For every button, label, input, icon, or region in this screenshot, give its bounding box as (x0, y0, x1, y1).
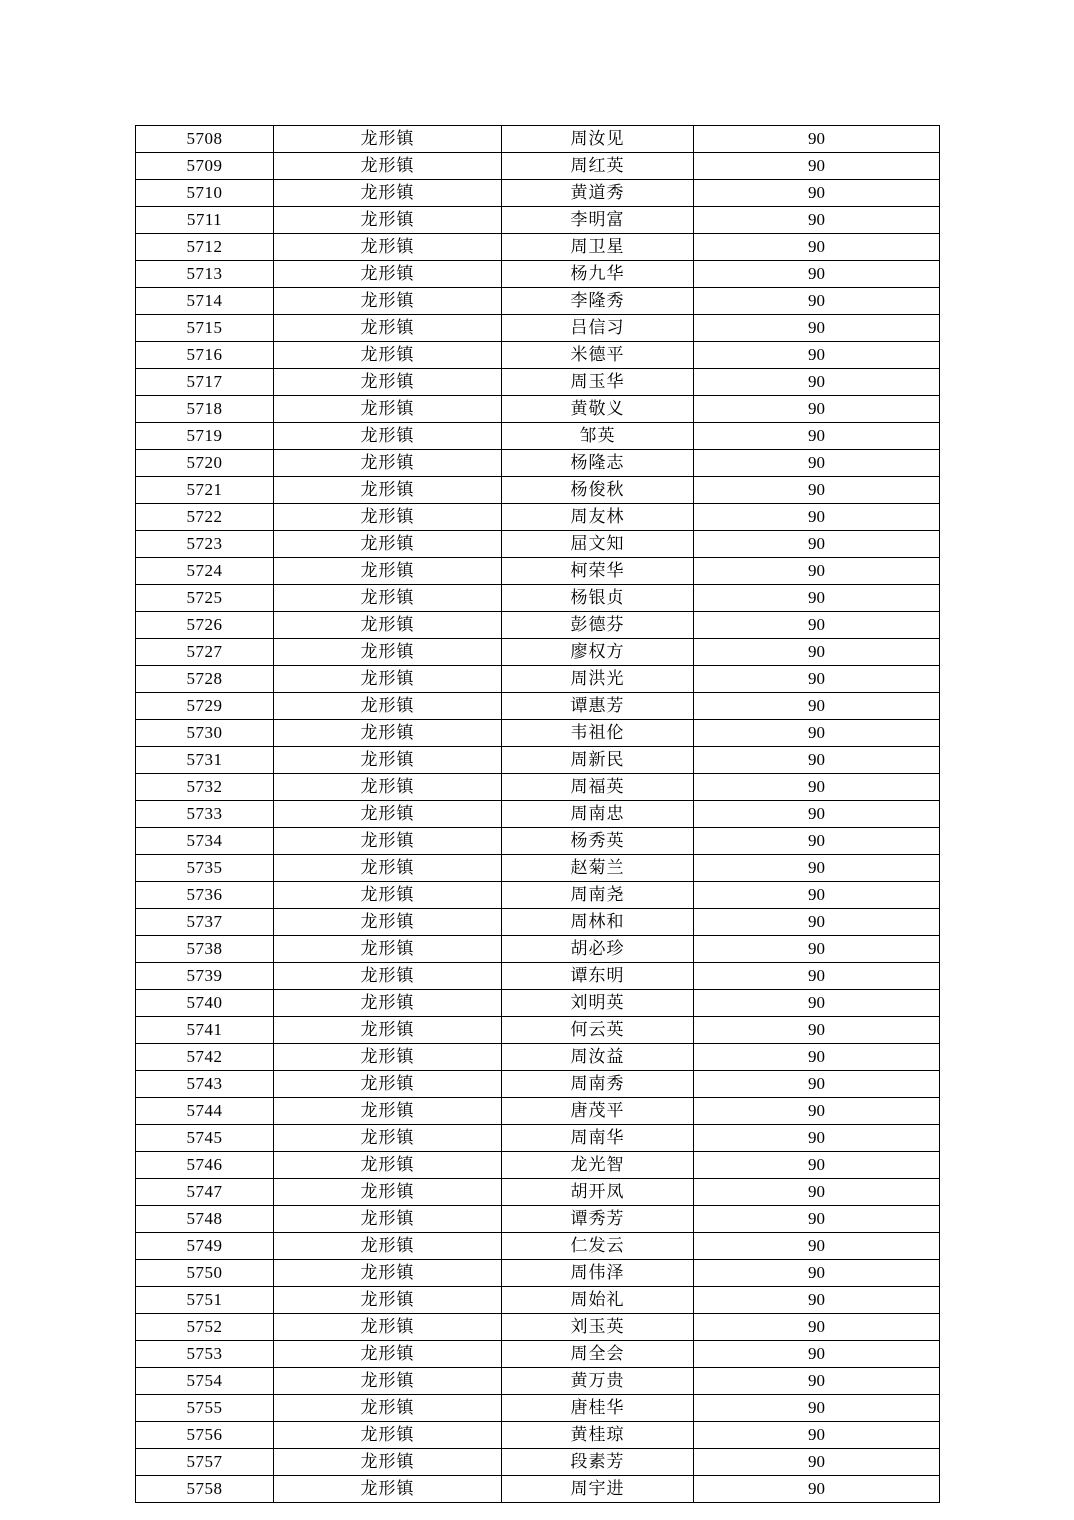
cell-id: 5754 (136, 1368, 274, 1395)
roster-table-body (136, 126, 940, 1503)
cell-id: 5734 (136, 828, 274, 855)
cell-name: 周福英 (502, 774, 694, 801)
cell-id: 5748 (136, 1206, 274, 1233)
cell-id: 5712 (136, 234, 274, 261)
cell-town: 龙形镇 (274, 153, 502, 180)
cell-score: 90 (694, 747, 940, 774)
cell-name: 杨九华 (502, 261, 694, 288)
cell-score: 90 (694, 180, 940, 207)
cell-town: 龙形镇 (274, 342, 502, 369)
cell-town: 龙形镇 (274, 828, 502, 855)
cell-id: 5719 (136, 423, 274, 450)
cell-town: 龙形镇 (274, 882, 502, 909)
table-row (136, 1260, 940, 1287)
table-row (136, 504, 940, 531)
table-row (136, 180, 940, 207)
cell-name: 黄万贵 (502, 1368, 694, 1395)
cell-town: 龙形镇 (274, 558, 502, 585)
cell-id: 5746 (136, 1152, 274, 1179)
cell-town: 龙形镇 (274, 1017, 502, 1044)
cell-score: 90 (694, 639, 940, 666)
cell-score: 90 (694, 450, 940, 477)
cell-score: 90 (694, 1017, 940, 1044)
cell-town: 龙形镇 (274, 126, 502, 153)
table-row (136, 342, 940, 369)
table-row (136, 639, 940, 666)
cell-id: 5723 (136, 531, 274, 558)
table-row (136, 612, 940, 639)
table-row (136, 234, 940, 261)
cell-name: 周伟泽 (502, 1260, 694, 1287)
cell-town: 龙形镇 (274, 585, 502, 612)
cell-town: 龙形镇 (274, 531, 502, 558)
table-row (136, 207, 940, 234)
table-row (136, 1125, 940, 1152)
roster-table-wrapper (135, 125, 939, 1503)
table-row (136, 693, 940, 720)
cell-id: 5713 (136, 261, 274, 288)
cell-score: 90 (694, 585, 940, 612)
cell-town: 龙形镇 (274, 1341, 502, 1368)
cell-town: 龙形镇 (274, 855, 502, 882)
table-row (136, 1341, 940, 1368)
cell-name: 赵菊兰 (502, 855, 694, 882)
cell-name: 谭秀芳 (502, 1206, 694, 1233)
cell-town: 龙形镇 (274, 369, 502, 396)
cell-name: 杨隆志 (502, 450, 694, 477)
cell-id: 5728 (136, 666, 274, 693)
table-row (136, 315, 940, 342)
table-row (136, 1017, 940, 1044)
table-row (136, 369, 940, 396)
cell-score: 90 (694, 1395, 940, 1422)
table-row (136, 1044, 940, 1071)
cell-id: 5727 (136, 639, 274, 666)
cell-id: 5739 (136, 963, 274, 990)
cell-score: 90 (694, 1287, 940, 1314)
table-row (136, 774, 940, 801)
cell-name: 周友林 (502, 504, 694, 531)
table-row (136, 1449, 940, 1476)
cell-id: 5741 (136, 1017, 274, 1044)
cell-town: 龙形镇 (274, 1071, 502, 1098)
cell-id: 5733 (136, 801, 274, 828)
cell-town: 龙形镇 (274, 1422, 502, 1449)
cell-score: 90 (694, 288, 940, 315)
cell-score: 90 (694, 261, 940, 288)
cell-name: 杨俊秋 (502, 477, 694, 504)
cell-id: 5717 (136, 369, 274, 396)
table-row (136, 963, 940, 990)
cell-name: 黄敬义 (502, 396, 694, 423)
cell-id: 5730 (136, 720, 274, 747)
cell-name: 彭德芬 (502, 612, 694, 639)
cell-town: 龙形镇 (274, 315, 502, 342)
cell-score: 90 (694, 963, 940, 990)
cell-id: 5752 (136, 1314, 274, 1341)
cell-name: 唐茂平 (502, 1098, 694, 1125)
table-row (136, 1071, 940, 1098)
cell-id: 5740 (136, 990, 274, 1017)
table-row (136, 261, 940, 288)
cell-score: 90 (694, 666, 940, 693)
cell-town: 龙形镇 (274, 1314, 502, 1341)
table-row (136, 936, 940, 963)
cell-score: 90 (694, 828, 940, 855)
cell-score: 90 (694, 315, 940, 342)
cell-town: 龙形镇 (274, 936, 502, 963)
cell-score: 90 (694, 855, 940, 882)
cell-score: 90 (694, 1422, 940, 1449)
cell-name: 邹英 (502, 423, 694, 450)
cell-score: 90 (694, 1449, 940, 1476)
cell-name: 黄桂琼 (502, 1422, 694, 1449)
table-row (136, 1395, 940, 1422)
cell-id: 5749 (136, 1233, 274, 1260)
cell-name: 韦祖伦 (502, 720, 694, 747)
cell-name: 周洪光 (502, 666, 694, 693)
cell-town: 龙形镇 (274, 1395, 502, 1422)
table-row (136, 126, 940, 153)
table-row (136, 396, 940, 423)
cell-id: 5745 (136, 1125, 274, 1152)
cell-score: 90 (694, 882, 940, 909)
table-row (136, 666, 940, 693)
cell-name: 唐桂华 (502, 1395, 694, 1422)
cell-town: 龙形镇 (274, 1179, 502, 1206)
table-row (136, 585, 940, 612)
cell-name: 胡必珍 (502, 936, 694, 963)
cell-name: 胡开凤 (502, 1179, 694, 1206)
cell-score: 90 (694, 234, 940, 261)
cell-name: 杨秀英 (502, 828, 694, 855)
cell-id: 5737 (136, 909, 274, 936)
table-row (136, 1098, 940, 1125)
cell-name: 龙光智 (502, 1152, 694, 1179)
cell-name: 周南尧 (502, 882, 694, 909)
cell-name: 廖权方 (502, 639, 694, 666)
cell-id: 5750 (136, 1260, 274, 1287)
cell-score: 90 (694, 1314, 940, 1341)
cell-town: 龙形镇 (274, 612, 502, 639)
cell-id: 5731 (136, 747, 274, 774)
cell-name: 周红英 (502, 153, 694, 180)
cell-name: 周始礼 (502, 1287, 694, 1314)
cell-score: 90 (694, 126, 940, 153)
cell-name: 周新民 (502, 747, 694, 774)
cell-id: 5722 (136, 504, 274, 531)
cell-score: 90 (694, 1206, 940, 1233)
cell-id: 5709 (136, 153, 274, 180)
table-row (136, 855, 940, 882)
cell-name: 周林和 (502, 909, 694, 936)
cell-id: 5744 (136, 1098, 274, 1125)
cell-score: 90 (694, 909, 940, 936)
cell-town: 龙形镇 (274, 1098, 502, 1125)
cell-name: 何云英 (502, 1017, 694, 1044)
cell-id: 5721 (136, 477, 274, 504)
cell-id: 5726 (136, 612, 274, 639)
table-row (136, 1476, 940, 1503)
cell-score: 90 (694, 720, 940, 747)
table-row (136, 720, 940, 747)
cell-name: 吕信习 (502, 315, 694, 342)
cell-score: 90 (694, 1260, 940, 1287)
table-row (136, 558, 940, 585)
cell-score: 90 (694, 1044, 940, 1071)
cell-town: 龙形镇 (274, 1125, 502, 1152)
cell-town: 龙形镇 (274, 288, 502, 315)
table-row (136, 1152, 940, 1179)
cell-town: 龙形镇 (274, 1287, 502, 1314)
cell-id: 5736 (136, 882, 274, 909)
table-row (136, 1368, 940, 1395)
cell-id: 5756 (136, 1422, 274, 1449)
cell-name: 李隆秀 (502, 288, 694, 315)
table-row (136, 450, 940, 477)
cell-name: 周汝益 (502, 1044, 694, 1071)
cell-name: 刘明英 (502, 990, 694, 1017)
cell-score: 90 (694, 477, 940, 504)
cell-id: 5755 (136, 1395, 274, 1422)
table-row (136, 1287, 940, 1314)
cell-id: 5747 (136, 1179, 274, 1206)
table-row (136, 1206, 940, 1233)
table-row (136, 747, 940, 774)
cell-town: 龙形镇 (274, 720, 502, 747)
cell-town: 龙形镇 (274, 477, 502, 504)
cell-town: 龙形镇 (274, 1368, 502, 1395)
table-row (136, 477, 940, 504)
cell-id: 5738 (136, 936, 274, 963)
cell-id: 5758 (136, 1476, 274, 1503)
table-row (136, 423, 940, 450)
cell-score: 90 (694, 990, 940, 1017)
cell-score: 90 (694, 1152, 940, 1179)
cell-score: 90 (694, 693, 940, 720)
cell-town: 龙形镇 (274, 1476, 502, 1503)
cell-name: 周全会 (502, 1341, 694, 1368)
cell-score: 90 (694, 558, 940, 585)
cell-town: 龙形镇 (274, 693, 502, 720)
table-row (136, 909, 940, 936)
table-row (136, 801, 940, 828)
cell-id: 5714 (136, 288, 274, 315)
table-row (136, 882, 940, 909)
cell-name: 李明富 (502, 207, 694, 234)
cell-id: 5743 (136, 1071, 274, 1098)
cell-name: 谭东明 (502, 963, 694, 990)
cell-score: 90 (694, 1098, 940, 1125)
table-row (136, 1233, 940, 1260)
cell-score: 90 (694, 1368, 940, 1395)
cell-town: 龙形镇 (274, 450, 502, 477)
table-row (136, 153, 940, 180)
cell-name: 屈文知 (502, 531, 694, 558)
cell-name: 谭惠芳 (502, 693, 694, 720)
cell-id: 5751 (136, 1287, 274, 1314)
cell-town: 龙形镇 (274, 666, 502, 693)
cell-name: 仁发云 (502, 1233, 694, 1260)
cell-score: 90 (694, 1071, 940, 1098)
cell-town: 龙形镇 (274, 423, 502, 450)
cell-score: 90 (694, 801, 940, 828)
cell-score: 90 (694, 936, 940, 963)
cell-name: 黄道秀 (502, 180, 694, 207)
table-row (136, 1422, 940, 1449)
cell-town: 龙形镇 (274, 1233, 502, 1260)
cell-score: 90 (694, 1179, 940, 1206)
cell-name: 刘玉英 (502, 1314, 694, 1341)
cell-town: 龙形镇 (274, 207, 502, 234)
cell-name: 杨银贞 (502, 585, 694, 612)
table-row (136, 531, 940, 558)
cell-id: 5742 (136, 1044, 274, 1071)
table-row (136, 990, 940, 1017)
cell-score: 90 (694, 369, 940, 396)
cell-name: 米德平 (502, 342, 694, 369)
cell-town: 龙形镇 (274, 234, 502, 261)
cell-town: 龙形镇 (274, 180, 502, 207)
cell-score: 90 (694, 207, 940, 234)
roster-table (135, 125, 940, 1503)
cell-score: 90 (694, 612, 940, 639)
cell-id: 5708 (136, 126, 274, 153)
cell-name: 周南忠 (502, 801, 694, 828)
cell-town: 龙形镇 (274, 801, 502, 828)
cell-score: 90 (694, 1125, 940, 1152)
cell-town: 龙形镇 (274, 1449, 502, 1476)
cell-score: 90 (694, 774, 940, 801)
cell-name: 周宇进 (502, 1476, 694, 1503)
table-row (136, 1314, 940, 1341)
cell-name: 柯荣华 (502, 558, 694, 585)
cell-town: 龙形镇 (274, 504, 502, 531)
cell-id: 5753 (136, 1341, 274, 1368)
cell-town: 龙形镇 (274, 963, 502, 990)
cell-id: 5724 (136, 558, 274, 585)
cell-id: 5729 (136, 693, 274, 720)
table-row (136, 828, 940, 855)
cell-score: 90 (694, 1341, 940, 1368)
cell-id: 5711 (136, 207, 274, 234)
table-row (136, 1179, 940, 1206)
cell-town: 龙形镇 (274, 909, 502, 936)
cell-id: 5710 (136, 180, 274, 207)
cell-name: 周南华 (502, 1125, 694, 1152)
cell-town: 龙形镇 (274, 747, 502, 774)
cell-score: 90 (694, 153, 940, 180)
cell-score: 90 (694, 531, 940, 558)
cell-town: 龙形镇 (274, 774, 502, 801)
cell-town: 龙形镇 (274, 1206, 502, 1233)
cell-town: 龙形镇 (274, 1152, 502, 1179)
cell-town: 龙形镇 (274, 396, 502, 423)
cell-id: 5735 (136, 855, 274, 882)
cell-name: 周汝见 (502, 126, 694, 153)
table-row (136, 288, 940, 315)
cell-id: 5732 (136, 774, 274, 801)
cell-id: 5757 (136, 1449, 274, 1476)
cell-town: 龙形镇 (274, 639, 502, 666)
cell-id: 5720 (136, 450, 274, 477)
cell-town: 龙形镇 (274, 1260, 502, 1287)
cell-name: 周玉华 (502, 369, 694, 396)
cell-score: 90 (694, 1476, 940, 1503)
cell-town: 龙形镇 (274, 990, 502, 1017)
cell-score: 90 (694, 396, 940, 423)
cell-name: 段素芳 (502, 1449, 694, 1476)
cell-id: 5716 (136, 342, 274, 369)
cell-town: 龙形镇 (274, 261, 502, 288)
cell-score: 90 (694, 342, 940, 369)
cell-town: 龙形镇 (274, 1044, 502, 1071)
cell-id: 5715 (136, 315, 274, 342)
cell-name: 周卫星 (502, 234, 694, 261)
cell-score: 90 (694, 1233, 940, 1260)
cell-score: 90 (694, 504, 940, 531)
cell-id: 5725 (136, 585, 274, 612)
cell-name: 周南秀 (502, 1071, 694, 1098)
cell-score: 90 (694, 423, 940, 450)
cell-id: 5718 (136, 396, 274, 423)
